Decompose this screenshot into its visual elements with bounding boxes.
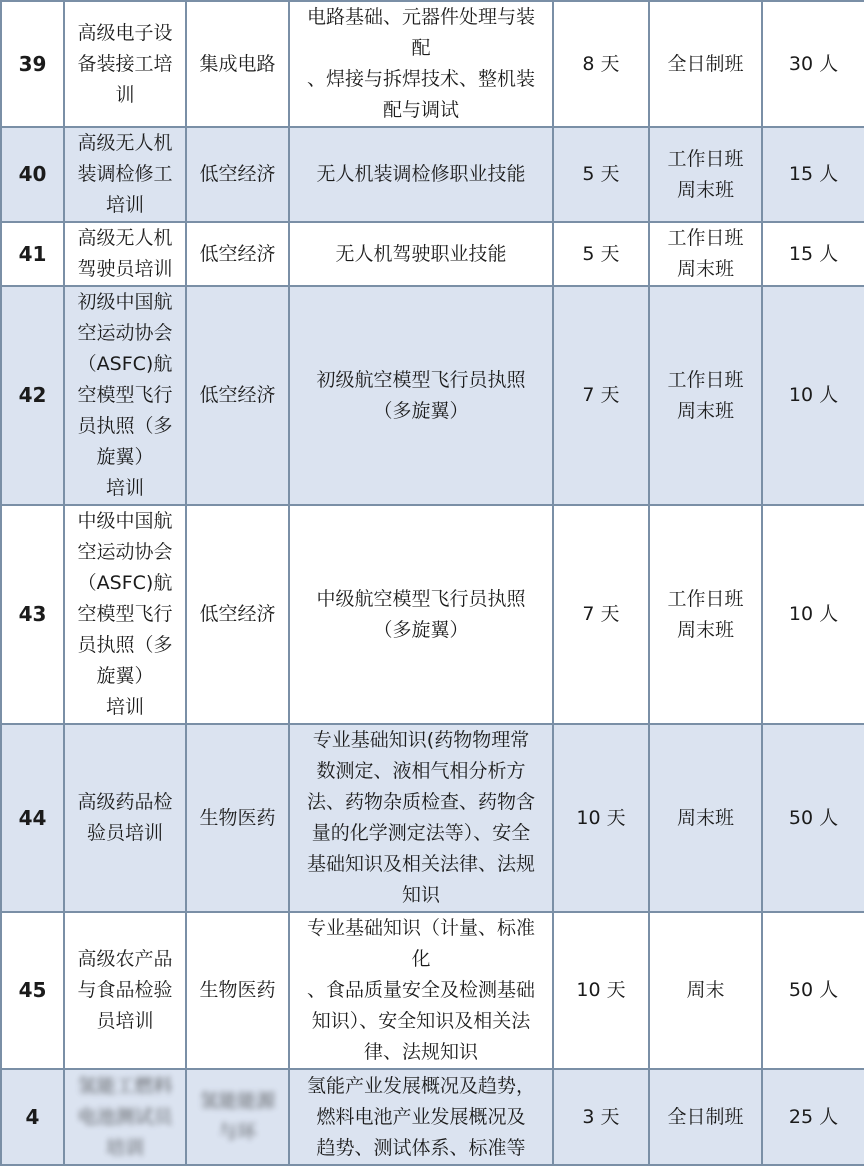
training-content (289, 505, 553, 724)
course-name (64, 1069, 186, 1165)
industry-category-line: 低空经济 (199, 163, 276, 185)
training-content-line: 中级航空模型飞行员执照 (316, 587, 526, 610)
course-number-text: 4 (25, 1104, 40, 1129)
class-schedule (649, 1069, 762, 1165)
training-duration-text: 7 天 (582, 603, 620, 625)
class-schedule (649, 1, 762, 127)
course-name-line: （ASFC)航 (77, 572, 173, 594)
course-number (1, 127, 64, 222)
course-name-line: 空运动协会 (77, 322, 173, 344)
course-name (64, 724, 186, 912)
course-name-line: 训 (115, 83, 135, 106)
course-name-line: 高级无人机 (77, 132, 173, 154)
enrollment-count-text: 25 人 (788, 1105, 839, 1128)
industry-category (186, 1069, 289, 1165)
class-schedule-line: 周末班 (676, 399, 734, 422)
enrollment-count (762, 222, 864, 286)
table-row (1, 1, 864, 127)
training-content-line: 燃料电池产业发展概况及 (316, 1105, 526, 1128)
course-name-line: 高级农产品 (77, 948, 173, 970)
class-schedule (649, 127, 762, 222)
industry-category-line: 与环 (218, 1121, 257, 1143)
enrollment-count (762, 127, 864, 222)
class-schedule-line: 工作日班 (667, 587, 744, 610)
course-name-line: 空模型飞行 (77, 384, 173, 406)
class-schedule (649, 222, 762, 286)
class-schedule (649, 286, 762, 505)
class-schedule-line: 全日制班 (667, 1105, 744, 1128)
industry-category (186, 286, 289, 505)
course-name-line: 高级药品检 (77, 791, 173, 813)
course-name-line: 备装接工培 (77, 52, 173, 75)
course-number (1, 222, 64, 286)
training-duration-text: 8 天 (582, 52, 620, 75)
course-name-line: 初级中国航 (77, 291, 173, 313)
enrollment-count-text: 10 人 (788, 603, 839, 625)
course-name-line: 电池测试员 (77, 1105, 173, 1128)
course-name (64, 912, 186, 1069)
training-content (289, 724, 553, 912)
industry-category-line: 低空经济 (199, 384, 276, 406)
training-duration (553, 1, 649, 127)
class-schedule-line: 工作日班 (667, 368, 744, 391)
training-content-line: 基础知识及相关法律、法规 (306, 853, 535, 875)
course-name-line: （ASFC)航 (77, 353, 173, 375)
course-name-line: 验员培训 (86, 822, 163, 844)
enrollment-count (762, 1, 864, 127)
course-number (1, 1069, 64, 1165)
table-body (1, 1, 864, 1165)
training-duration (553, 222, 649, 286)
training-content-line: （多旋翼） (373, 618, 469, 641)
course-number-text: 42 (18, 383, 47, 407)
enrollment-count-text: 15 人 (788, 242, 839, 265)
class-schedule-line: 周末 (686, 979, 725, 1001)
industry-category-line: 氢能能源 (199, 1090, 276, 1112)
industry-category (186, 127, 289, 222)
course-name-line: 高级电子设 (77, 21, 173, 44)
enrollment-count (762, 505, 864, 724)
table-row (1, 127, 864, 222)
industry-category-line: 生物医药 (199, 979, 276, 1001)
course-name-line: 旋翼） (96, 665, 154, 687)
course-number-text: 45 (18, 978, 47, 1002)
course-name-line: 空模型飞行 (77, 603, 173, 625)
course-name-line: 旋翼） (96, 446, 154, 468)
training-content-line: 电路基础、元器件处理与装 (306, 6, 535, 28)
class-schedule-line: 工作日班 (667, 147, 744, 170)
industry-category (186, 222, 289, 286)
training-content-line: 、食品质量安全及检测基础 (306, 979, 535, 1001)
training-content (289, 1069, 553, 1165)
training-duration-text: 10 天 (576, 979, 626, 1001)
training-duration-text: 7 天 (582, 384, 620, 406)
class-schedule-line: 周末班 (676, 806, 734, 829)
training-duration (553, 286, 649, 505)
training-content-line: 律、法规知识 (363, 1041, 478, 1063)
enrollment-count-text: 50 人 (788, 979, 839, 1001)
training-content-line: 配 (411, 37, 431, 59)
training-content-line: 专业基础知识(药物物理常 (312, 729, 530, 751)
enrollment-count (762, 912, 864, 1069)
course-name-line: 与食品检验 (77, 979, 173, 1001)
course-number-text: 44 (18, 805, 47, 830)
training-content-line: 配与调试 (382, 99, 459, 121)
training-content-line: 法、药物杂质检查、药物含 (306, 791, 535, 813)
course-number (1, 286, 64, 505)
course-number (1, 724, 64, 912)
training-duration (553, 505, 649, 724)
training-content-line: 、焊接与拆焊技术、整机装 (306, 68, 535, 90)
enrollment-count-text: 15 人 (788, 163, 839, 185)
course-number (1, 912, 64, 1069)
course-number-text: 40 (18, 162, 47, 186)
training-content-line: 无人机驾驶职业技能 (335, 242, 507, 265)
training-content-line: 初级航空模型飞行员执照 (316, 368, 526, 391)
training-content (289, 127, 553, 222)
training-content (289, 912, 553, 1069)
training-duration (553, 912, 649, 1069)
industry-category-line: 集成电路 (199, 52, 276, 75)
course-name-line: 培训 (105, 696, 144, 718)
training-content-line: 趋势、测试体系、标准等 (316, 1136, 526, 1159)
course-name-line: 员执照（多 (77, 634, 173, 656)
training-content (289, 222, 553, 286)
enrollment-count-text: 50 人 (788, 806, 839, 829)
course-name-line: 中级中国航 (77, 510, 173, 532)
training-duration-text: 10 天 (576, 806, 626, 829)
enrollment-count-text: 10 人 (788, 384, 839, 406)
class-schedule-line: 周末班 (676, 178, 734, 201)
course-name-line: 装调检修工 (77, 163, 173, 185)
course-number-text: 41 (18, 241, 47, 266)
course-name (64, 286, 186, 505)
class-schedule-line: 周末班 (676, 618, 734, 641)
course-name (64, 222, 186, 286)
training-content-line: （多旋翼） (373, 399, 469, 422)
course-name-line: 高级无人机 (77, 227, 173, 249)
course-name-line: 员培训 (96, 1010, 154, 1032)
training-content-line: 知识 (401, 884, 440, 906)
table-row (1, 505, 864, 724)
training-duration (553, 1069, 649, 1165)
training-content-line: 专业基础知识（计量、标准 (306, 917, 535, 939)
course-number-text: 39 (18, 51, 47, 76)
table-row (1, 286, 864, 505)
class-schedule (649, 505, 762, 724)
training-content (289, 1, 553, 127)
industry-category-line: 低空经济 (199, 242, 276, 265)
table-row (1, 1069, 864, 1165)
course-name (64, 505, 186, 724)
course-name-line: 培训 (105, 194, 144, 216)
training-duration-text: 5 天 (582, 242, 620, 265)
industry-category (186, 505, 289, 724)
class-schedule-line: 周末班 (676, 258, 734, 280)
training-content-line: 知识）、安全知识及相关法 (311, 1010, 531, 1032)
training-content-line: 无人机装调检修职业技能 (316, 163, 526, 185)
course-name (64, 1, 186, 127)
course-name-line: 培训 (105, 1136, 144, 1159)
table-row (1, 222, 864, 286)
enrollment-count-text: 30 人 (788, 52, 839, 75)
class-schedule (649, 912, 762, 1069)
industry-category (186, 724, 289, 912)
table-row (1, 912, 864, 1069)
class-schedule-line: 工作日班 (667, 227, 744, 249)
training-content-line: 氢能产业发展概况及趋势， (306, 1074, 535, 1097)
industry-category-line: 低空经济 (199, 603, 276, 625)
course-number (1, 505, 64, 724)
industry-category (186, 912, 289, 1069)
training-content-line: 化 (411, 948, 431, 970)
class-schedule-line: 全日制班 (667, 52, 744, 75)
class-schedule (649, 724, 762, 912)
training-duration (553, 127, 649, 222)
course-name-line: 培训 (105, 477, 144, 499)
training-duration-text: 3 天 (582, 1105, 620, 1128)
course-name-line: 驾驶员培训 (77, 258, 173, 280)
course-name-line: 氢能工燃料 (77, 1074, 173, 1097)
course-number (1, 1, 64, 127)
course-name-line: 空运动协会 (77, 541, 173, 563)
training-content-line: 数测定、液相气相分析方 (316, 760, 526, 782)
training-content-line: 量的化学测定法等）、安全 (311, 822, 531, 844)
training-duration-text: 5 天 (582, 163, 620, 185)
industry-category (186, 1, 289, 127)
course-name (64, 127, 186, 222)
industry-category-line: 生物医药 (199, 806, 276, 829)
course-number-text: 43 (18, 602, 47, 626)
training-content (289, 286, 553, 505)
table-row (1, 724, 864, 912)
enrollment-count (762, 1069, 864, 1165)
enrollment-count (762, 286, 864, 505)
course-name-line: 员执照（多 (77, 415, 173, 437)
training-duration (553, 724, 649, 912)
enrollment-count (762, 724, 864, 912)
